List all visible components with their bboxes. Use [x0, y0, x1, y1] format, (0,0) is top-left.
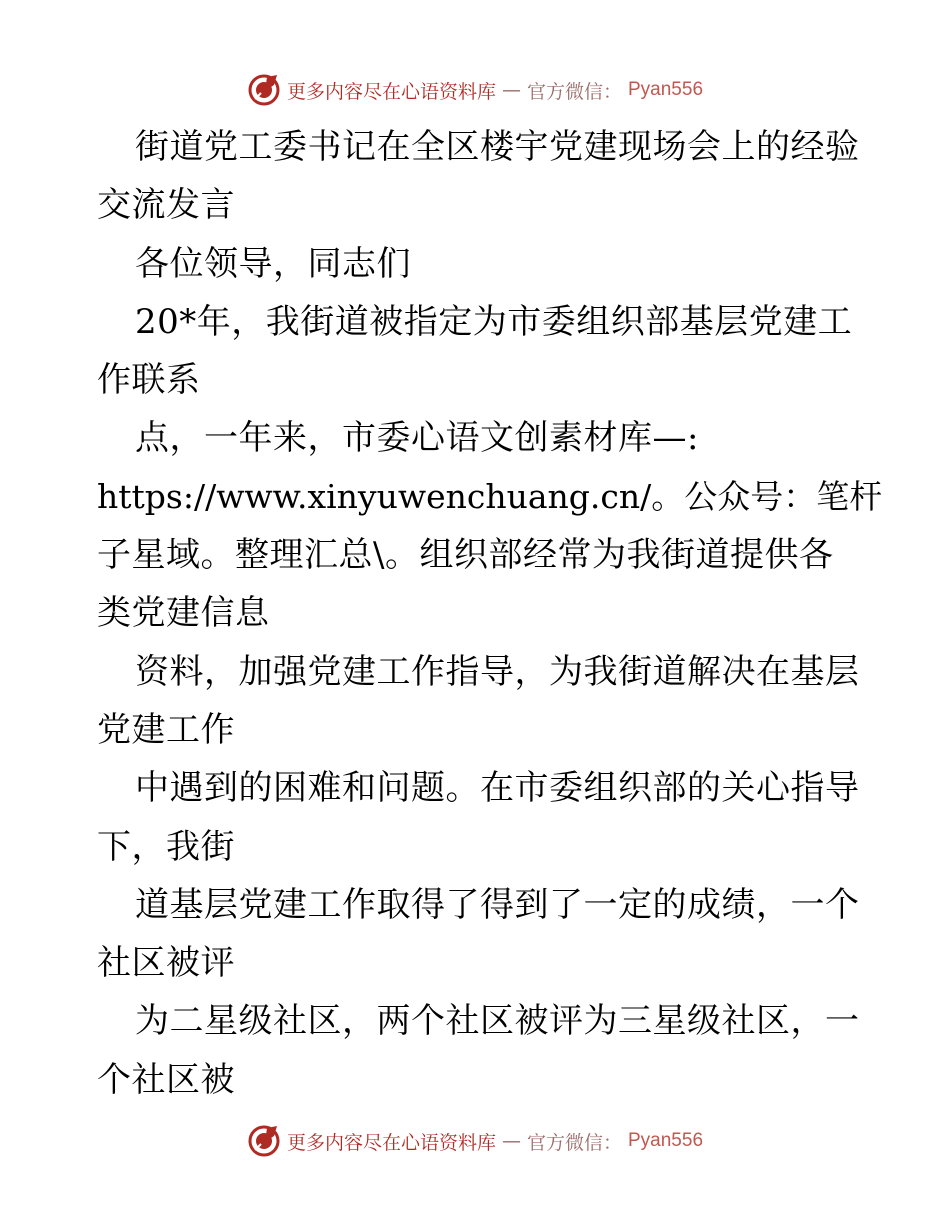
- watermark-text: 更多内容尽在心语资料库: [286, 80, 496, 103]
- watermark-separator: —: [501, 79, 521, 101]
- doc-line: 下，我街: [97, 826, 235, 867]
- doc-line: 街道党工委书记在全区楼宇党建现场会上的经验: [135, 127, 860, 167]
- watermark-wechat-label: 官方微信：: [526, 80, 622, 103]
- watermark-text: 更多内容尽在心语资料库: [286, 1131, 496, 1154]
- pen-logo-icon: [247, 1124, 281, 1158]
- watermark-wechat-id: Pyan556: [628, 1130, 704, 1151]
- doc-line: 各位领导，同志们: [135, 243, 411, 284]
- doc-line: 党建工作: [97, 709, 235, 750]
- doc-line: 类党建信息: [97, 593, 270, 634]
- doc-line: 交流发言: [97, 185, 235, 226]
- document-body: [97, 118, 883, 1109]
- doc-line: 子星域。整理汇总\。组织部经常为我街道提供各: [97, 535, 834, 576]
- pen-logo-icon: [247, 73, 281, 107]
- doc-line: 20*年，我街道被指定为市委组织部基层党建工: [135, 301, 853, 342]
- doc-line: 资料，加强党建工作指导，为我街道解决在基层: [135, 651, 860, 692]
- doc-line: 个社区被: [97, 1059, 235, 1100]
- footer-watermark: [0, 1121, 950, 1161]
- doc-line: https://www.xinyuwenchuang.cn/。公众号：笔杆: [97, 476, 883, 516]
- watermark-wechat-id: Pyan556: [628, 79, 704, 100]
- doc-line: 道基层党建工作取得了得到了一定的成绩，一个: [135, 884, 860, 925]
- header-watermark: [0, 70, 950, 110]
- doc-line: 作联系: [97, 360, 201, 401]
- watermark-separator: —: [501, 1130, 521, 1152]
- watermark-wechat-label: 官方微信：: [526, 1131, 622, 1154]
- doc-line: 中遇到的困难和问题。在市委组织部的关心指导: [135, 768, 860, 809]
- doc-line: 为二星级社区，两个社区被评为三星级社区，一: [135, 1001, 860, 1042]
- doc-line: 点，一年来，市委心语文创素材库—:: [135, 418, 699, 459]
- doc-line: 社区被评: [97, 943, 235, 984]
